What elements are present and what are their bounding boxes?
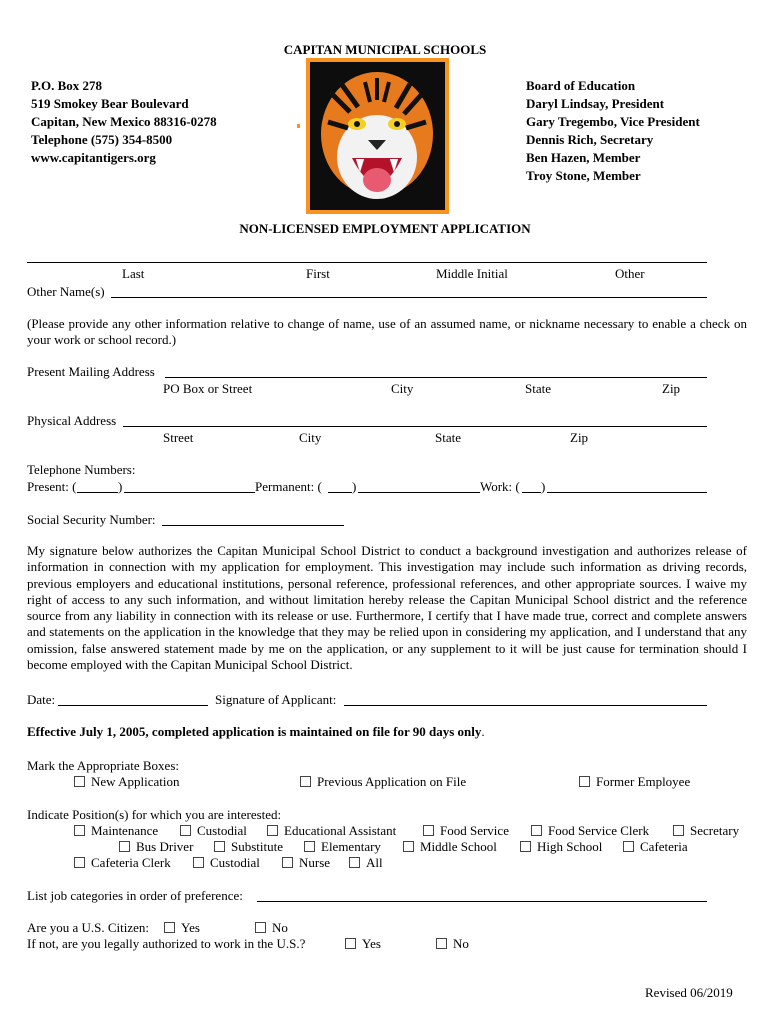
- board-member: Dennis Rich, Secretary: [526, 132, 654, 147]
- checkbox-icon[interactable]: [282, 857, 293, 868]
- paren-close: ): [541, 479, 546, 494]
- checkbox-icon[interactable]: [74, 776, 85, 787]
- checkbox-substitute[interactable]: Substitute: [214, 839, 283, 854]
- checkbox-high-school[interactable]: High School: [520, 839, 602, 854]
- address-line-3: Capitan, New Mexico 88316-0278: [31, 114, 217, 129]
- label-last: Last: [122, 266, 145, 281]
- checkbox-citizen-no[interactable]: No: [255, 920, 288, 935]
- checkbox-bus-driver[interactable]: Bus Driver: [119, 839, 193, 854]
- label-zip: Zip: [570, 430, 589, 445]
- positions-label: Indicate Position(s) for which you are interested:: [27, 807, 282, 822]
- present-phone-label: Present: (: [27, 479, 77, 494]
- date-label: Date:: [27, 692, 56, 707]
- label-state: State: [435, 430, 461, 445]
- address-line-2: 519 Smokey Bear Boulevard: [31, 96, 189, 111]
- checkbox-icon[interactable]: [74, 857, 85, 868]
- tiger-logo: [306, 58, 449, 214]
- authorization-statement: My signature below authorizes the Capitan Municipal School District to conduct a background investigation and authorizes release of information in connection with my application for employment. This investigation may include such information as driving records, previous employers and educational institutions, personal reference, professional references, and other appropriate sources. I waive my right of access to any such information, and without limitation hereby release the Capitan Municipal School district and the reference source from any liability in connection with its release or use. Furthermore, I certify that I have made true, correct and complete answers and statements on the application in the knowledge that they may be relied upon in considering my application, and I understand that any omission, false answered statement made by me on the application, or any supplement to it will be just cause for termination should I become employed with the Capitan Municipal School District.: [27, 543, 747, 673]
- checkbox-icon[interactable]: [300, 776, 311, 787]
- date-field[interactable]: [58, 705, 208, 706]
- name-field[interactable]: [27, 262, 707, 263]
- checkbox-icon[interactable]: [403, 841, 414, 852]
- board-member: Troy Stone, Member: [526, 168, 641, 183]
- checkbox-food-service-clerk[interactable]: Food Service Clerk: [531, 823, 649, 838]
- name-note: (Please provide any other information relative to change of name, use of an assumed name, or nickname necessary to enable a check on your work or school record.): [27, 316, 747, 348]
- signature-label: Signature of Applicant:: [215, 692, 337, 707]
- label-city: City: [391, 381, 414, 396]
- address-line-1: P.O. Box 278: [31, 78, 103, 93]
- website: www.capitantigers.org: [31, 150, 156, 165]
- board-member: Gary Tregembo, Vice President: [526, 114, 700, 129]
- checkbox-icon[interactable]: [255, 922, 266, 933]
- mark-boxes-label: Mark the Appropriate Boxes:: [27, 758, 179, 773]
- checkbox-icon[interactable]: [349, 857, 360, 868]
- checkbox-former-employee[interactable]: Former Employee: [579, 774, 690, 789]
- checkbox-icon[interactable]: [267, 825, 278, 836]
- permanent-phone-field[interactable]: [358, 492, 480, 493]
- mailing-address-label: Present Mailing Address: [27, 364, 155, 379]
- checkbox-icon[interactable]: [304, 841, 315, 852]
- checkbox-cafeteria[interactable]: Cafeteria: [623, 839, 688, 854]
- ssn-field[interactable]: [162, 525, 344, 526]
- present-area-code-field[interactable]: [77, 492, 118, 493]
- label-po-box-or-street: PO Box or Street: [163, 381, 253, 396]
- checkbox-all[interactable]: All: [349, 855, 383, 870]
- checkbox-nurse[interactable]: Nurse: [282, 855, 330, 870]
- telephone-numbers-label: Telephone Numbers:: [27, 462, 136, 477]
- checkbox-new-application[interactable]: New Application: [74, 774, 179, 789]
- preference-label: List job categories in order of preference:: [27, 888, 243, 903]
- work-phone-label: Work: (: [480, 479, 520, 494]
- checkbox-icon[interactable]: [531, 825, 542, 836]
- label-city: City: [299, 430, 322, 445]
- present-phone-field[interactable]: [124, 492, 255, 493]
- orange-dot: [297, 124, 300, 128]
- checkbox-icon[interactable]: [345, 938, 356, 949]
- physical-address-label: Physical Address: [27, 413, 117, 428]
- checkbox-icon[interactable]: [180, 825, 191, 836]
- ssn-label: Social Security Number:: [27, 512, 156, 527]
- revision-date: Revised 06/2019: [645, 985, 733, 1000]
- checkbox-icon[interactable]: [193, 857, 204, 868]
- checkbox-authorized-no[interactable]: No: [436, 936, 469, 951]
- checkbox-food-service[interactable]: Food Service: [423, 823, 509, 838]
- checkbox-icon[interactable]: [119, 841, 130, 852]
- paren-close: ): [118, 479, 123, 494]
- checkbox-icon[interactable]: [520, 841, 531, 852]
- checkbox-icon[interactable]: [214, 841, 225, 852]
- label-street: Street: [163, 430, 194, 445]
- label-middle-initial: Middle Initial: [436, 266, 508, 281]
- mailing-address-field[interactable]: [165, 377, 707, 378]
- checkbox-cafeteria-clerk[interactable]: Cafeteria Clerk: [74, 855, 171, 870]
- checkbox-educational-assistant[interactable]: Educational Assistant: [267, 823, 396, 838]
- form-title: NON-LICENSED EMPLOYMENT APPLICATION: [239, 221, 531, 236]
- other-names-field[interactable]: [111, 297, 707, 298]
- work-area-code-field[interactable]: [522, 492, 541, 493]
- preference-field[interactable]: [257, 901, 707, 902]
- school-name: CAPITAN MUNICIPAL SCHOOLS: [283, 42, 487, 57]
- signature-field[interactable]: [344, 705, 707, 706]
- permanent-area-code-field[interactable]: [328, 492, 352, 493]
- checkbox-icon[interactable]: [164, 922, 175, 933]
- telephone: Telephone (575) 354-8500: [31, 132, 173, 147]
- physical-address-field[interactable]: [123, 426, 707, 427]
- checkbox-icon[interactable]: [673, 825, 684, 836]
- authorized-question: If not, are you legally authorized to work in the U.S.?: [27, 936, 306, 951]
- checkbox-custodial-2[interactable]: Custodial: [193, 855, 260, 870]
- checkbox-secretary[interactable]: Secretary: [673, 823, 739, 838]
- permanent-phone-label: Permanent: (: [255, 479, 322, 494]
- board-member: Daryl Lindsay, President: [526, 96, 665, 111]
- checkbox-elementary[interactable]: Elementary: [304, 839, 381, 854]
- checkbox-previous-application[interactable]: Previous Application on File: [300, 774, 466, 789]
- other-names-label: Other Name(s): [27, 284, 105, 299]
- retention-notice: Effective July 1, 2005, completed application is maintained on file for 90 days only.: [27, 724, 485, 739]
- paren-close: ): [352, 479, 357, 494]
- checkbox-icon[interactable]: [423, 825, 434, 836]
- checkbox-icon[interactable]: [579, 776, 590, 787]
- checkbox-custodial[interactable]: Custodial: [180, 823, 247, 838]
- checkbox-icon[interactable]: [623, 841, 634, 852]
- checkbox-citizen-yes[interactable]: Yes: [164, 920, 200, 935]
- checkbox-icon[interactable]: [74, 825, 85, 836]
- board-member: Ben Hazen, Member: [526, 150, 641, 165]
- checkbox-middle-school[interactable]: Middle School: [403, 839, 497, 854]
- citizen-question: Are you a U.S. Citizen:: [27, 920, 150, 935]
- checkbox-authorized-yes[interactable]: Yes: [345, 936, 381, 951]
- label-other: Other: [615, 266, 645, 281]
- label-first: First: [306, 266, 330, 281]
- board-title: Board of Education: [526, 78, 636, 93]
- checkbox-maintenance[interactable]: Maintenance: [74, 823, 158, 838]
- checkbox-icon[interactable]: [436, 938, 447, 949]
- label-state: State: [525, 381, 551, 396]
- label-zip: Zip: [662, 381, 681, 396]
- work-phone-field[interactable]: [547, 492, 707, 493]
